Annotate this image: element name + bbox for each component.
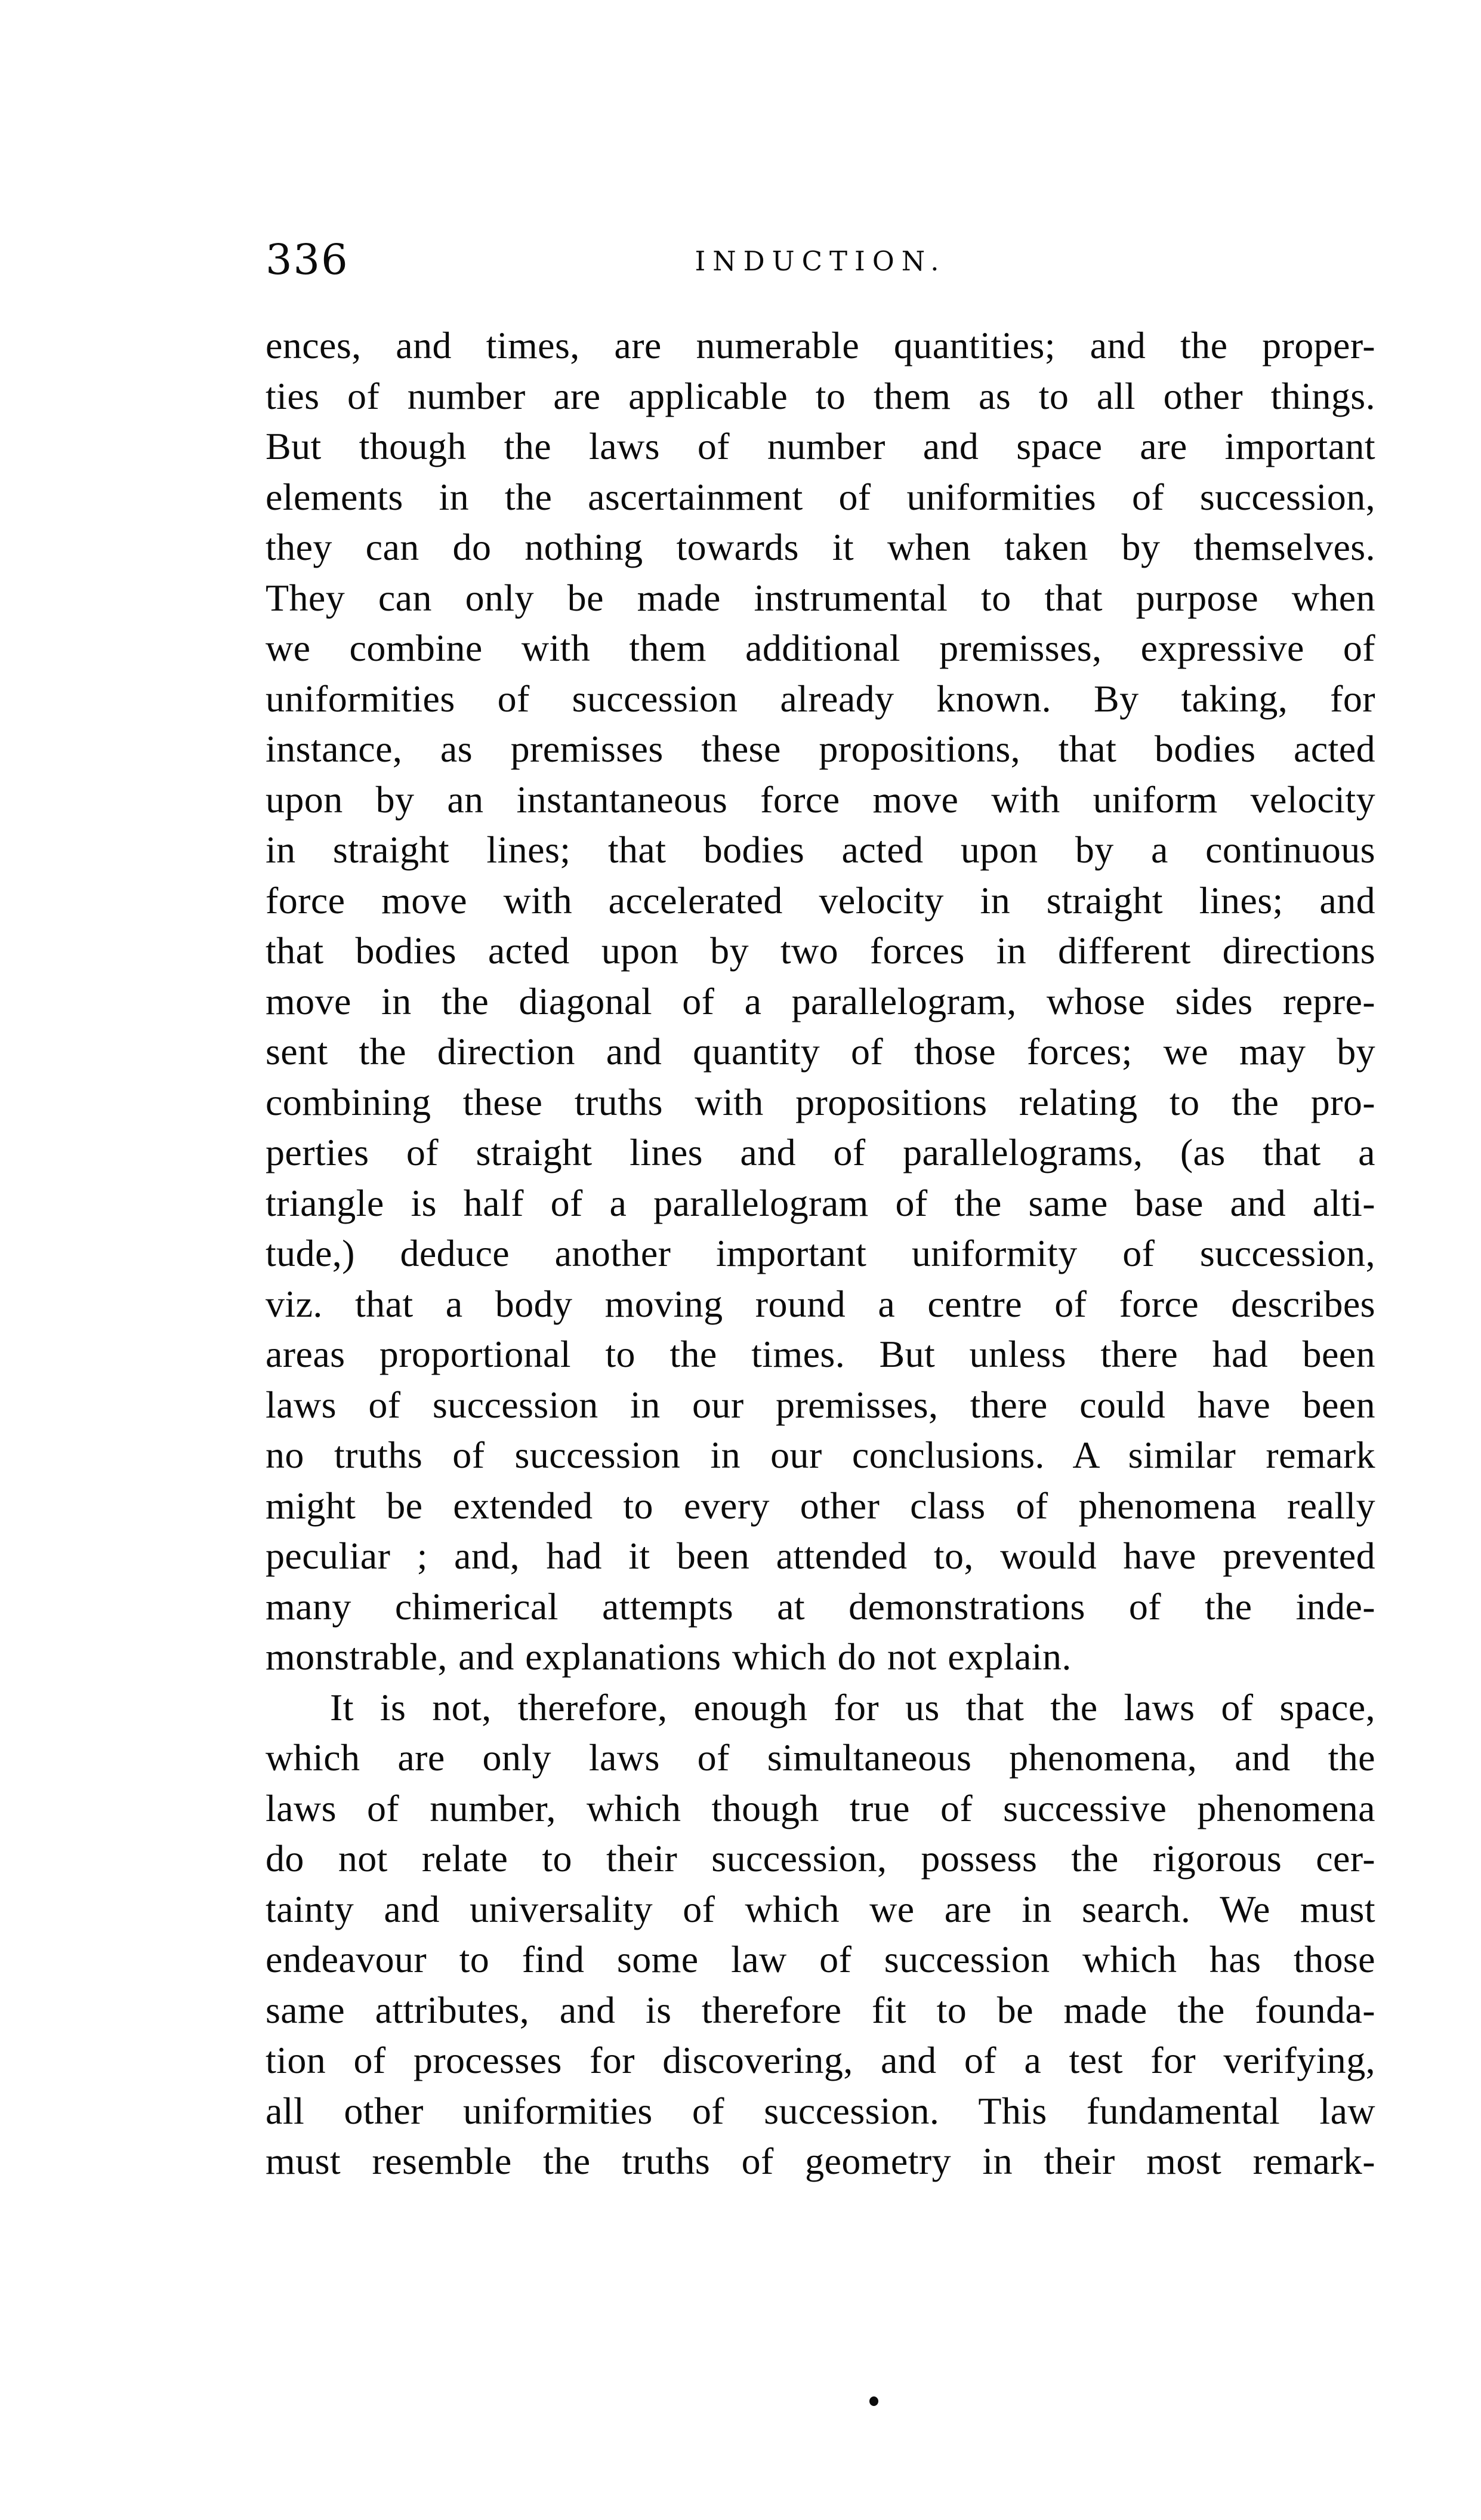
text-line: same attributes, and is therefore fit to be made the founda- <box>266 1988 1375 2031</box>
text-line: tainty and universality of which we are in search. We must <box>266 1887 1375 1930</box>
text-line: sent the direction and quantity of those forces; we may by <box>266 1030 1375 1073</box>
ink-dot-artifact <box>869 2396 878 2406</box>
text-line: move in the diagonal of a parallelogram, whose sides repre- <box>266 979 1375 1022</box>
text-line: laws of number, which though true of successive phenomena <box>266 1786 1375 1829</box>
text-line: no truths of succession in our conclusions. A similar remark <box>266 1434 1375 1476</box>
text-line: elements in the ascertainment of uniformities of succession, <box>266 475 1375 518</box>
text-line: force move with accelerated velocity in straight lines; and <box>266 879 1375 922</box>
text-line: that bodies acted upon by two forces in different directions <box>266 929 1375 972</box>
text-line: They can only be made instrumental to that purpose when <box>266 576 1375 619</box>
text-line: might be extended to every other class of phenomena really <box>266 1484 1375 1527</box>
text-line: in straight lines; that bodies acted upon by a continuous <box>266 828 1375 871</box>
text-line: laws of succession in our premisses, there could have been <box>266 1383 1375 1426</box>
text-line: all other uniformities of succession. This fundamental law <box>266 2089 1375 2132</box>
text-line: uniformities of succession already known. By taking, for <box>266 677 1375 720</box>
text-line: monstrable, and explanations which do not explain. <box>266 1635 1072 1678</box>
running-head-title: INDUCTION. <box>695 245 946 277</box>
text-line: areas proportional to the times. But unless there had been <box>266 1333 1375 1375</box>
text-line: which are only laws of simultaneous phenomena, and the <box>266 1736 1375 1779</box>
text-line: tude,) deduce another important uniformity of succession, <box>266 1232 1375 1274</box>
text-line: tion of processes for discovering, and of a test for verifying, <box>266 2039 1375 2081</box>
text-line: upon by an instantaneous force move with uniform velocity <box>266 778 1375 821</box>
text-line: But though the laws of number and space are important <box>266 425 1375 467</box>
text-line: endeavour to find some law of succession which has those <box>266 1938 1375 1980</box>
text-line: instance, as premisses these propositions, that bodies acted <box>266 728 1375 770</box>
text-line: many chimerical attempts at demonstrations of the inde- <box>266 1585 1375 1628</box>
text-line: perties of straight lines and of parallelograms, (as that a <box>266 1131 1375 1173</box>
text-line: combining these truths with propositions relating to the pro- <box>266 1080 1375 1123</box>
text-line: we combine with them additional premisses, expressive of <box>266 627 1375 669</box>
text-line: ties of number are applicable to them as to all other things. <box>266 374 1375 417</box>
text-line: do not relate to their succession, possess the rigorous cer- <box>266 1837 1375 1880</box>
text-line: It is not, therefore, enough for us that the laws of space, <box>330 1686 1375 1729</box>
page-number: 336 <box>266 235 349 284</box>
text-line: peculiar ; and, had it been attended to, would have prevented <box>266 1535 1375 1577</box>
text-line: ences, and times, are numerable quantities; and the proper- <box>266 324 1375 366</box>
body-text <box>266 321 1375 2187</box>
text-line: viz. that a body moving round a centre of force describes <box>266 1282 1375 1325</box>
page-header <box>266 235 1375 284</box>
text-line: triangle is half of a parallelogram of the same base and alti- <box>266 1181 1375 1224</box>
text-line: must resemble the truths of geometry in their most remark- <box>266 2140 1375 2182</box>
text-line: they can do nothing towards it when taken by themselves. <box>266 526 1375 568</box>
